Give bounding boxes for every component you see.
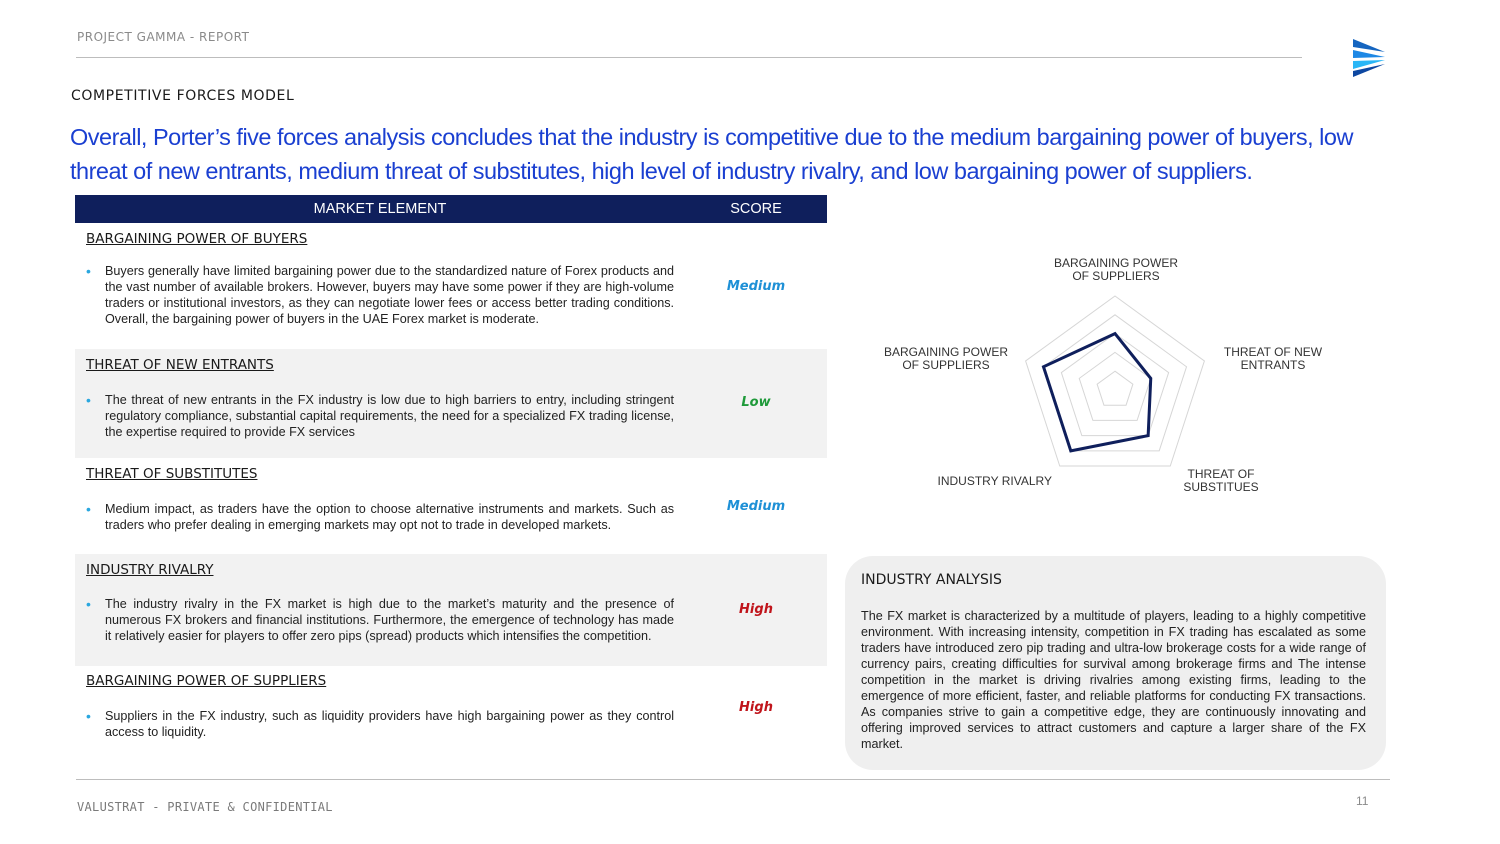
radar-axis-label: BARGAINING POWER OF SUPPLIERS (1053, 256, 1179, 283)
table-row-substitutes (75, 458, 827, 554)
row-title: INDUSTRY RIVALRY (86, 562, 214, 578)
radar-grid-ring (1097, 371, 1133, 405)
analysis-title: INDUSTRY ANALYSIS (861, 572, 1002, 588)
project-label: PROJECT GAMMA - REPORT (77, 30, 250, 44)
row-bullet (86, 708, 674, 740)
row-bullet-text: Buyers generally have limited bargaining power due to the standardized nature of Forex products and the vast number of available brokers. However, buyers may have some power if they are high-volume traders or institutional investors, as they can negotiate lower fees or access better trading conditions. Overall, the bargaining power of buyers in the UAE Forex market is moderate. (105, 264, 674, 326)
table-row-new-entrants (75, 349, 827, 458)
row-title: THREAT OF NEW ENTRANTS (86, 357, 274, 373)
row-bullet-text: The industry rivalry in the FX market is high due to the market’s maturity and the presence of numerous FX brokers and financial institutions. Furthermore, the emergence of technology has made it relatively easier for players to offer zero pips (spread) products which intensifies the competition. (105, 597, 674, 643)
bullet-icon: • (86, 392, 91, 408)
header-divider (76, 57, 1302, 58)
page-headline: Overall, Porter’s five forces analysis concludes that the industry is competitive due to the medium bargaining power of buyers, low threat of new entrants, medium threat of substitutes, high level of industry rivalry, and low bargaining power of suppliers. (70, 124, 1353, 184)
col-header-score: SCORE (730, 201, 782, 217)
analysis-body: The FX market is characterized by a multitude of players, leading to a highly competitive environment. With increasing intensity, competition in FX trading has escalated as some traders have introduced zero pip trading and ultra-low brokerage costs for a wide range of currency pairs, creating difficulties for survival among brokerage firms and The intense competition in the market is driving rivalries among existing firms, leading to the emergence of more efficient, faster, and reliable platforms for conducting FX transactions. As companies strive to gain a competitive edge, they are continuously innovating and offering improved services to attract customers and capture a larger share of the FX market. (861, 609, 1366, 751)
row-bullet-text: The threat of new entrants in the FX industry is low due to high barriers to entry, including stringent regulatory compliance, substantial capital requirements, the need for a specialized FX trading license, the expertise required to provide FX services (105, 393, 674, 439)
page-number: 11 (1356, 794, 1369, 808)
radar-axis-label: INDUSTRY RIVALRY (937, 474, 1052, 488)
row-title: BARGAINING POWER OF SUPPLIERS (86, 673, 327, 689)
radar-axis-label: THREAT OF NEW ENTRANTS (1223, 345, 1323, 372)
score-badge: High (739, 602, 773, 617)
confidential-label: VALUSTRAT - PRIVATE & CONFIDENTIAL (77, 800, 333, 814)
bullet-icon: • (86, 501, 91, 517)
row-bullet (86, 263, 674, 327)
forces-table (75, 195, 827, 756)
row-title: BARGAINING POWER OF BUYERS (86, 231, 308, 247)
col-header-market-element: MARKET ELEMENT (313, 201, 447, 217)
radar-axis-label: BARGAINING POWER OF SUPPLIERS (883, 345, 1009, 372)
row-bullet (86, 596, 674, 644)
row-bullet (86, 501, 674, 533)
chevron-stack-logo-icon (1351, 38, 1387, 78)
footer-divider (76, 779, 1390, 780)
table-row-buyers (75, 223, 827, 349)
row-bullet-text: Suppliers in the FX industry, such as liquidity providers have high bargaining power as they control access to liquidity. (105, 709, 674, 739)
industry-analysis-panel (845, 556, 1386, 770)
section-label: COMPETITIVE FORCES MODEL (71, 88, 295, 104)
row-bullet-text: Medium impact, as traders have the option to choose alternative instruments and markets. Such as traders who prefer dealing in emerging markets may opt not to trade in developed markets. (105, 502, 674, 532)
radar-grid-ring (1026, 296, 1205, 466)
row-title: THREAT OF SUBSTITUTES (86, 466, 258, 482)
radar-series-line (1043, 334, 1150, 451)
radar-axis-label: THREAT OF SUBSTITUES (1183, 467, 1259, 494)
score-badge: Low (741, 395, 771, 410)
forces-radar-chart (860, 250, 1360, 510)
bullet-icon: • (86, 708, 91, 724)
bullet-icon: • (86, 596, 91, 612)
table-row-suppliers (75, 666, 827, 756)
bullet-icon: • (86, 263, 91, 279)
row-bullet (86, 392, 674, 440)
score-badge: Medium (726, 499, 786, 514)
table-row-rivalry (75, 554, 827, 666)
score-badge: High (739, 700, 773, 715)
score-badge: Medium (726, 279, 786, 294)
table-header (75, 195, 827, 223)
